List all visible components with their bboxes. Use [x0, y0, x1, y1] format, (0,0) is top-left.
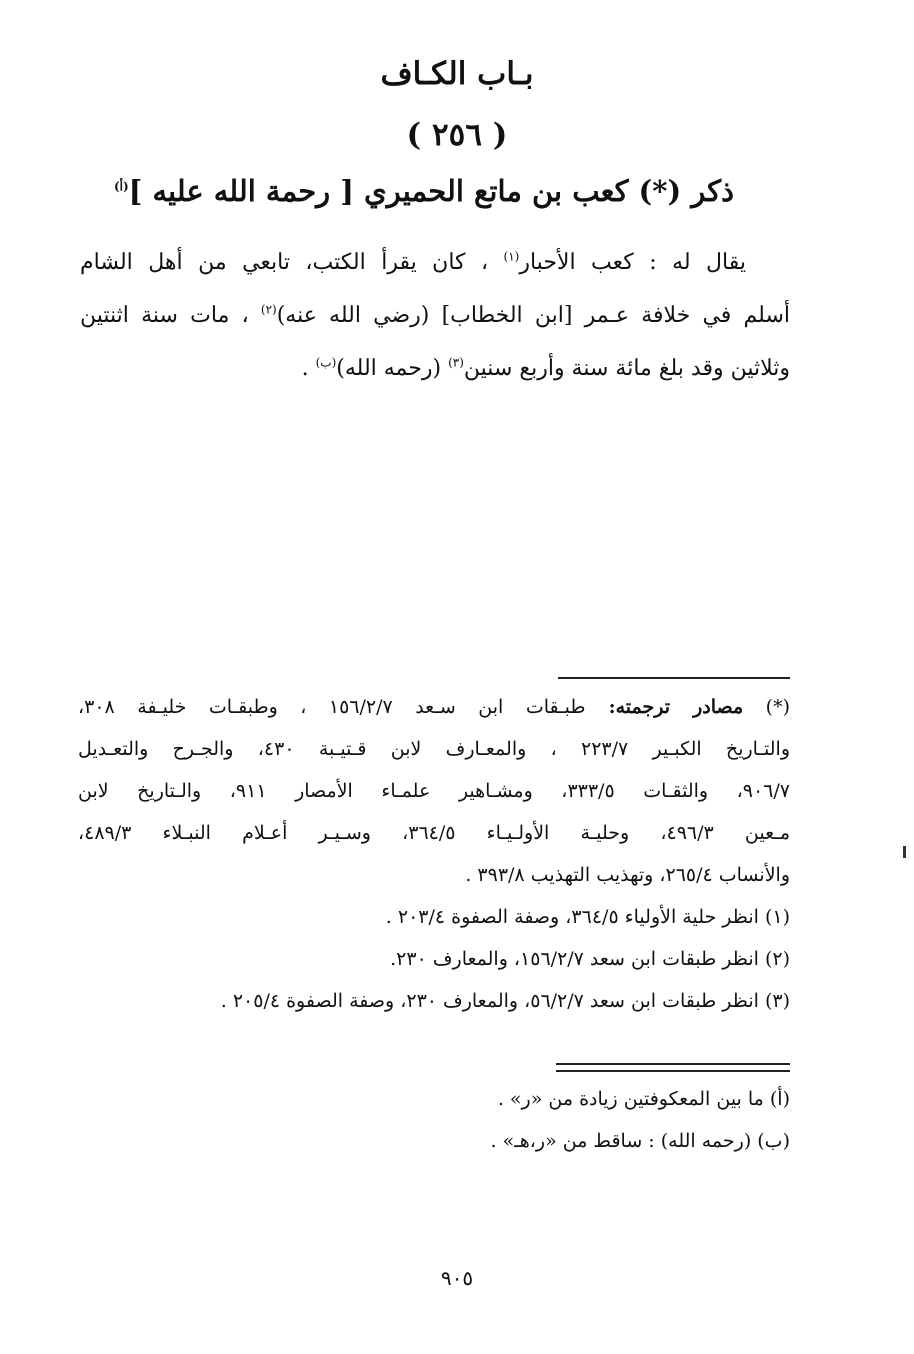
body-text-segment: .	[301, 356, 316, 381]
variant-note-a: (أ) ما بين المعكوفتين زيادة من «ر» .	[497, 1088, 790, 1110]
variant-marker-a: (أ)	[113, 179, 129, 194]
entry-number: ( ٢٥٦ )	[406, 117, 508, 153]
entry-heading-text: ذكر (*) كعب بن ماتع الحميري [ رحمة الله عليه ]	[128, 174, 734, 208]
body-line	[80, 289, 790, 342]
body-text-segment: يقال له : كعب الأحبار	[519, 250, 746, 275]
body-text-segment: (رحمه الله)	[336, 356, 449, 381]
footnotes	[78, 686, 790, 1022]
footnote-ref: (٢)	[260, 302, 277, 317]
sources-label: مصادر ترجمته:	[585, 696, 744, 718]
entry-heading	[113, 168, 734, 214]
variant-notes	[78, 1078, 790, 1162]
footnote-1: (١) انظر حلية الأولياء ٣٦٤/٥، وصفة الصفوة ٢٠٣/٤ .	[385, 906, 790, 928]
margin-mark	[903, 846, 906, 858]
variants-separator	[556, 1063, 790, 1072]
body-text-segment: وثلاثين وقد بلغ مائة سنة وأربع سنين	[463, 356, 790, 381]
footnote-ref: (١)	[503, 249, 520, 264]
page-number: ٩٠٥	[440, 1266, 474, 1290]
sources-line: ٩٠٦/٧، والثقـات ٣٣٣/٥، ومشـاهير علمـاء الأمصار ٩١١، والـتاريخ لابن	[78, 780, 790, 802]
body-text-segment: ، مات سنة اثنتين	[80, 303, 261, 328]
footnote-separator	[558, 677, 790, 679]
sources-line	[78, 686, 790, 728]
sources-line: والتـاريخ الكبـير ٢٢٣/٧ ، والمعـارف لابن قـتيـبة ٤٣٠، والجـرح والتعـديل	[78, 738, 790, 760]
sources-text: طبـقات ابن سـعد ١٥٦/٢/٧ ، وطبقـات خليـفة ٣٠٨،	[78, 696, 586, 718]
body-text-segment: ، كان يقرأ الكتب، تابعي من أهل الشام	[80, 250, 504, 275]
body-line	[80, 236, 790, 289]
body-paragraph	[80, 236, 790, 395]
variant-marker-b: (ب)	[315, 355, 337, 370]
variant-note-b: (ب) (رحمه الله) : ساقط من «ر،هـ» .	[490, 1130, 790, 1152]
chapter-title: بـاب الكـاف	[380, 56, 534, 92]
sources-line: مـعين ٤٩٦/٣، وحليـة الأولـيـاء ٣٦٤/٥، وسـيـر أعـلام النبـلاء ٤٨٩/٣،	[78, 822, 790, 844]
sources-line: والأنساب ٢٦٥/٤، وتهذيب التهذيب ٣٩٣/٨ .	[465, 864, 790, 886]
footnote-3: (٣) انظر طبقات ابن سعد ٥٦/٢/٧، والمعارف ٢٣٠، وصفة الصفوة ٢٠٥/٤ .	[220, 990, 790, 1012]
footnote-2: (٢) انظر طبقات ابن سعد ١٥٦/٢/٧، والمعارف ٢٣٠.	[390, 948, 790, 970]
body-text-segment: أسلم في خلافة عـمر [ابن الخطاب] (رضي الله عنه)	[276, 303, 790, 328]
body-line	[80, 342, 790, 395]
footnote-ref: (٣)	[448, 355, 464, 370]
sources-marker: (*)	[743, 696, 790, 718]
